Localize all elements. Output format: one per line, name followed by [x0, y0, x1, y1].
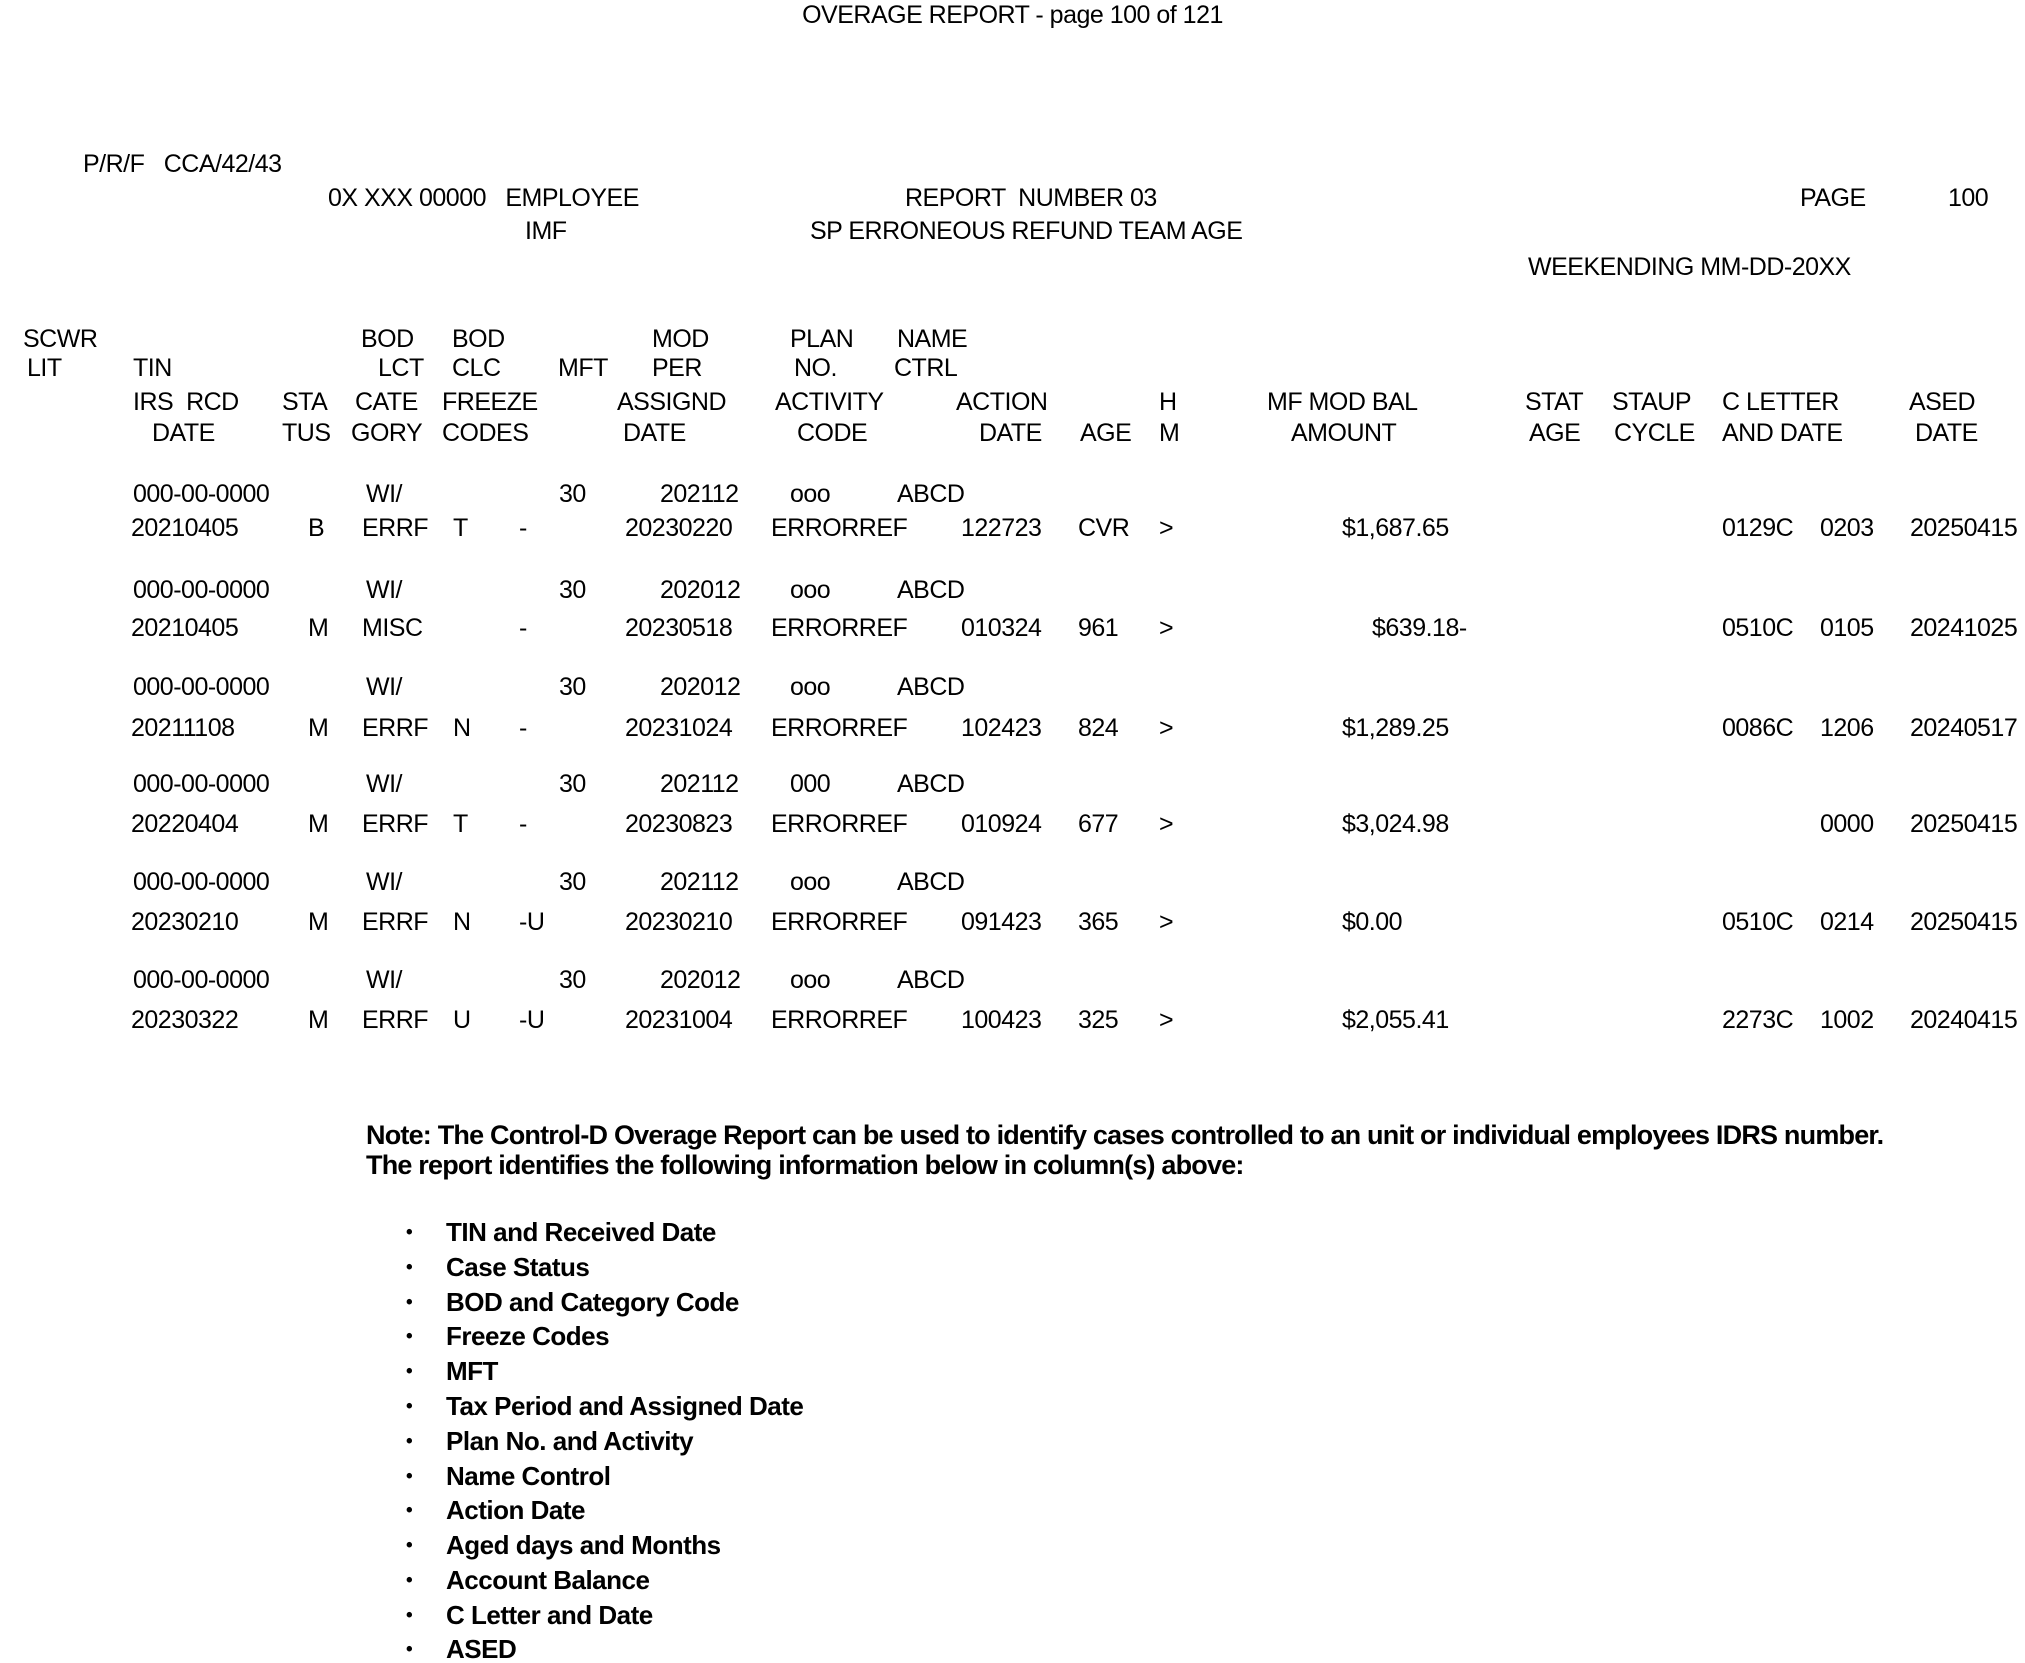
- record-6-ased_date: 20240415: [1910, 1006, 2018, 1034]
- record-4-hm: >: [1159, 810, 1174, 838]
- col-header-ctrl: CTRL: [894, 354, 958, 382]
- bullet-item: Freeze Codes: [446, 1321, 610, 1351]
- record-4-freeze1: T: [453, 810, 468, 838]
- record-1-amount: $1,687.65: [1342, 514, 1449, 542]
- record-5-ased_date: 20250415: [1910, 908, 2018, 936]
- record-6-name_ctrl: ABCD: [897, 966, 965, 994]
- col-header-date4: DATE: [1915, 419, 1978, 447]
- col-header-gory: GORY: [351, 419, 423, 447]
- bullet-dot: •: [406, 1605, 413, 1626]
- system-label: IMF: [525, 217, 567, 245]
- bullet-dot: •: [406, 1431, 413, 1452]
- record-5-bod: WI/: [366, 868, 402, 896]
- col-header-amount: AMOUNT: [1291, 419, 1397, 447]
- record-3-amount: $1,289.25: [1342, 714, 1449, 742]
- col-header-staup: STAUP: [1612, 388, 1691, 416]
- col-header-irs_rcd: IRS RCD: [133, 388, 239, 416]
- record-2-status: M: [308, 614, 329, 642]
- record-5-freeze2: -U: [519, 908, 545, 936]
- record-3-bod: WI/: [366, 673, 402, 701]
- record-2-mft: 30: [559, 576, 586, 604]
- record-6-c_date: 1002: [1820, 1006, 1874, 1034]
- record-6-period: 202012: [660, 966, 741, 994]
- bullet-dot: •: [406, 1466, 413, 1487]
- col-header-clc: CLC: [452, 354, 501, 382]
- col-header-m: M: [1159, 419, 1180, 447]
- record-4-freeze2: -: [519, 810, 527, 838]
- record-4-plan_no: 000: [790, 770, 831, 798]
- record-2-category: MISC: [362, 614, 423, 642]
- col-header-plan: PLAN: [790, 325, 854, 353]
- bullet-dot: •: [406, 1500, 413, 1521]
- record-6-plan_no: ooo: [790, 966, 831, 994]
- record-5-tin: 000-00-0000: [133, 868, 270, 896]
- record-3-c_date: 1206: [1820, 714, 1874, 742]
- record-3-activity_code: ERRORREF: [771, 714, 908, 742]
- office-line: 0X XXX 00000 EMPLOYEE: [328, 184, 639, 212]
- record-2-period: 202012: [660, 576, 741, 604]
- col-header-date2: DATE: [623, 419, 686, 447]
- col-header-tin: TIN: [133, 354, 172, 382]
- col-header-lit: LIT: [27, 354, 62, 382]
- bullet-item: Case Status: [446, 1252, 590, 1282]
- bullet-dot: •: [406, 1326, 413, 1347]
- record-3-c_letter: 0086C: [1722, 714, 1794, 742]
- record-1-action_date: 122723: [961, 514, 1042, 542]
- record-2-hm: >: [1159, 614, 1174, 642]
- col-header-h: H: [1159, 388, 1177, 416]
- record-2-activity_code: ERRORREF: [771, 614, 908, 642]
- col-header-mod: MOD: [652, 325, 709, 353]
- record-6-activity_code: ERRORREF: [771, 1006, 908, 1034]
- bullet-dot: •: [406, 1639, 413, 1660]
- page-number: 100: [1948, 184, 1989, 212]
- col-header-c_letter: C LETTER: [1722, 388, 1839, 416]
- record-4-bod: WI/: [366, 770, 402, 798]
- weekending: WEEKENDING MM-DD-20XX: [1528, 253, 1851, 281]
- record-1-assignd_date: 20230220: [625, 514, 733, 542]
- bullet-dot: •: [406, 1257, 413, 1278]
- record-5-age: 365: [1078, 908, 1119, 936]
- record-2-tin: 000-00-0000: [133, 576, 270, 604]
- record-1-tin: 000-00-0000: [133, 480, 270, 508]
- col-header-no: NO.: [794, 354, 837, 382]
- bullet-item: Plan No. and Activity: [446, 1426, 694, 1456]
- bullet-item: Tax Period and Assigned Date: [446, 1391, 804, 1421]
- record-6-freeze2: -U: [519, 1006, 545, 1034]
- record-5-action_date: 091423: [961, 908, 1042, 936]
- record-4-assignd_date: 20230823: [625, 810, 733, 838]
- record-4-activity_code: ERRORREF: [771, 810, 908, 838]
- record-6-bod: WI/: [366, 966, 402, 994]
- record-6-hm: >: [1159, 1006, 1174, 1034]
- record-4-c_date: 0000: [1820, 810, 1874, 838]
- bullet-item: MFT: [446, 1356, 498, 1386]
- record-1-rcd_date: 20210405: [131, 514, 239, 542]
- record-3-tin: 000-00-0000: [133, 673, 270, 701]
- col-header-mf_mod_bal: MF MOD BAL: [1267, 388, 1418, 416]
- record-2-action_date: 010324: [961, 614, 1042, 642]
- record-4-name_ctrl: ABCD: [897, 770, 965, 798]
- record-1-period: 202112: [660, 480, 739, 508]
- record-3-period: 202012: [660, 673, 741, 701]
- record-6-c_letter: 2273C: [1722, 1006, 1794, 1034]
- col-header-ased: ASED: [1909, 388, 1976, 416]
- col-header-mft: MFT: [558, 354, 608, 382]
- record-1-bod: WI/: [366, 480, 402, 508]
- report-name: SP ERRONEOUS REFUND TEAM AGE: [810, 217, 1243, 245]
- record-3-plan_no: ooo: [790, 673, 831, 701]
- record-5-period: 202112: [660, 868, 739, 896]
- record-1-activity_code: ERRORREF: [771, 514, 908, 542]
- record-3-category: ERRF: [362, 714, 429, 742]
- prf-code: P/R/F CCA/42/43: [83, 150, 282, 178]
- record-6-status: M: [308, 1006, 329, 1034]
- record-5-mft: 30: [559, 868, 586, 896]
- record-5-rcd_date: 20230210: [131, 908, 239, 936]
- col-header-activity: ACTIVITY: [775, 388, 884, 416]
- col-header-cate: CATE: [355, 388, 418, 416]
- record-2-plan_no: ooo: [790, 576, 831, 604]
- col-header-age: AGE: [1080, 419, 1132, 447]
- record-4-ased_date: 20250415: [1910, 810, 2018, 838]
- col-header-per: PER: [652, 354, 702, 382]
- bullet-item: BOD and Category Code: [446, 1287, 739, 1317]
- record-3-age: 824: [1078, 714, 1119, 742]
- col-header-scwr: SCWR: [23, 325, 98, 353]
- record-3-mft: 30: [559, 673, 586, 701]
- col-header-age2: AGE: [1529, 419, 1581, 447]
- record-1-mft: 30: [559, 480, 586, 508]
- bullet-dot: •: [406, 1361, 413, 1382]
- record-3-name_ctrl: ABCD: [897, 673, 965, 701]
- record-6-assignd_date: 20231004: [625, 1006, 733, 1034]
- bullet-item: Account Balance: [446, 1565, 650, 1595]
- record-1-ased_date: 20250415: [1910, 514, 2018, 542]
- record-1-freeze2: -: [519, 514, 527, 542]
- bullet-item: ASED: [446, 1634, 517, 1663]
- record-3-ased_date: 20240517: [1910, 714, 2018, 742]
- bullet-dot: •: [406, 1222, 413, 1243]
- col-header-sta: STA: [282, 388, 328, 416]
- record-2-assignd_date: 20230518: [625, 614, 733, 642]
- record-4-status: M: [308, 810, 329, 838]
- record-5-hm: >: [1159, 908, 1174, 936]
- record-4-amount: $3,024.98: [1342, 810, 1449, 838]
- record-6-tin: 000-00-0000: [133, 966, 270, 994]
- col-header-stat: STAT: [1525, 388, 1584, 416]
- record-3-status: M: [308, 714, 329, 742]
- record-5-plan_no: ooo: [790, 868, 831, 896]
- col-header-lct: LCT: [378, 354, 424, 382]
- col-header-codes: CODES: [442, 419, 529, 447]
- col-header-cycle: CYCLE: [1614, 419, 1695, 447]
- record-3-freeze1: N: [453, 714, 471, 742]
- record-3-assignd_date: 20231024: [625, 714, 733, 742]
- record-5-category: ERRF: [362, 908, 429, 936]
- record-1-c_letter: 0129C: [1722, 514, 1794, 542]
- note-line-1: Note: The Control-D Overage Report can be used to identify cases controlled to an unit or individual employees IDRS number.: [366, 1120, 1884, 1150]
- record-1-freeze1: T: [453, 514, 468, 542]
- col-header-date3: DATE: [979, 419, 1042, 447]
- record-6-category: ERRF: [362, 1006, 429, 1034]
- record-6-amount: $2,055.41: [1342, 1006, 1449, 1034]
- bullet-item: C Letter and Date: [446, 1600, 653, 1630]
- record-1-name_ctrl: ABCD: [897, 480, 965, 508]
- record-6-action_date: 100423: [961, 1006, 1042, 1034]
- record-4-period: 202112: [660, 770, 739, 798]
- bullet-dot: •: [406, 1396, 413, 1417]
- record-2-rcd_date: 20210405: [131, 614, 239, 642]
- bullet-dot: •: [406, 1292, 413, 1313]
- col-header-tus: TUS: [282, 419, 331, 447]
- col-header-name: NAME: [897, 325, 968, 353]
- record-5-c_date: 0214: [1820, 908, 1874, 936]
- record-3-freeze2: -: [519, 714, 527, 742]
- record-1-age: CVR: [1078, 514, 1130, 542]
- col-header-freeze: FREEZE: [442, 388, 538, 416]
- bullet-item: Name Control: [446, 1461, 611, 1491]
- record-4-age: 677: [1078, 810, 1119, 838]
- record-4-mft: 30: [559, 770, 586, 798]
- col-header-bod1: BOD: [361, 325, 414, 353]
- record-5-amount: $0.00: [1342, 908, 1403, 936]
- record-2-name_ctrl: ABCD: [897, 576, 965, 604]
- col-header-code: CODE: [797, 419, 868, 447]
- bullet-dot: •: [406, 1570, 413, 1591]
- page-label: PAGE: [1800, 184, 1866, 212]
- col-header-assignd: ASSIGND: [617, 388, 727, 416]
- record-6-mft: 30: [559, 966, 586, 994]
- report-number: REPORT NUMBER 03: [905, 184, 1157, 212]
- record-2-freeze2: -: [519, 614, 527, 642]
- bullet-item: Action Date: [446, 1495, 585, 1525]
- col-header-bod2: BOD: [452, 325, 505, 353]
- record-2-bod: WI/: [366, 576, 402, 604]
- record-4-action_date: 010924: [961, 810, 1042, 838]
- record-4-tin: 000-00-0000: [133, 770, 270, 798]
- bullet-item: TIN and Received Date: [446, 1217, 716, 1247]
- record-2-age: 961: [1078, 614, 1119, 642]
- record-5-c_letter: 0510C: [1722, 908, 1794, 936]
- record-1-status: B: [308, 514, 325, 542]
- record-1-plan_no: ooo: [790, 480, 831, 508]
- record-3-rcd_date: 20211108: [131, 714, 235, 742]
- col-header-action: ACTION: [956, 388, 1048, 416]
- record-2-ased_date: 20241025: [1910, 614, 2018, 642]
- col-header-and_date: AND DATE: [1722, 419, 1843, 447]
- record-5-assignd_date: 20230210: [625, 908, 733, 936]
- record-6-age: 325: [1078, 1006, 1119, 1034]
- record-1-c_date: 0203: [1820, 514, 1874, 542]
- note-line-2: The report identifies the following information below in column(s) above:: [366, 1150, 1244, 1180]
- col-header-date1: DATE: [152, 419, 215, 447]
- record-5-activity_code: ERRORREF: [771, 908, 908, 936]
- bullet-item: Aged days and Months: [446, 1530, 721, 1560]
- record-5-freeze1: N: [453, 908, 471, 936]
- record-3-action_date: 102423: [961, 714, 1042, 742]
- record-5-name_ctrl: ABCD: [897, 868, 965, 896]
- bullet-dot: •: [406, 1535, 413, 1556]
- record-6-freeze1: U: [453, 1006, 471, 1034]
- record-1-category: ERRF: [362, 514, 429, 542]
- record-5-status: M: [308, 908, 329, 936]
- record-6-rcd_date: 20230322: [131, 1006, 239, 1034]
- record-2-c_letter: 0510C: [1722, 614, 1794, 642]
- record-2-c_date: 0105: [1820, 614, 1874, 642]
- record-4-category: ERRF: [362, 810, 429, 838]
- record-4-rcd_date: 20220404: [131, 810, 239, 838]
- report-title: OVERAGE REPORT - page 100 of 121: [802, 1, 1223, 29]
- record-1-hm: >: [1159, 514, 1174, 542]
- record-3-hm: >: [1159, 714, 1174, 742]
- record-2-amount: $639.18-: [1372, 614, 1467, 642]
